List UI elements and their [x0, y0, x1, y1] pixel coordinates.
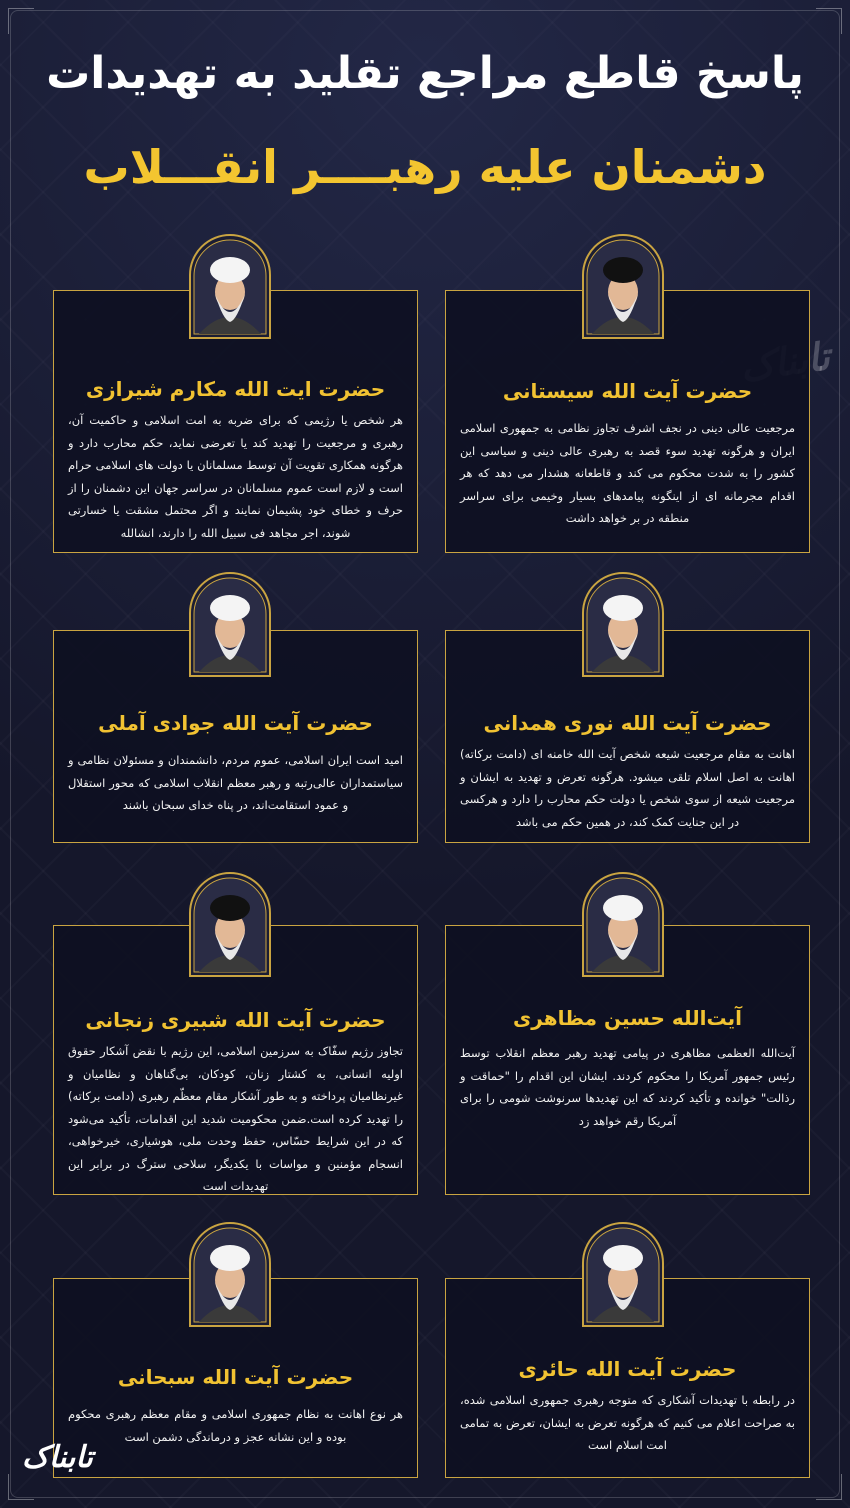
- page-title: پاسخ قاطع مراجع تقلید به تهدیدات: [46, 48, 804, 99]
- cleric-statement: اهانت به مقام مرجعیت شیعه شخص آیت الله خامنه ای (دامت برکاته) اهانت به اصل اسلام تلقی میشود. هرگونه تعرض و تهدید به ایشان و مرجعیت شیعه از سوی شخص یا دولت حکم محارب را دارد و هرکسی در این جنایت کمک کند، در همین حکم می باشد: [460, 747, 795, 829]
- cleric-name: آیت‌الله حسین مظاهری: [512, 1006, 743, 1030]
- frame-corner: [8, 1474, 34, 1500]
- page-subtitle: دشمنان علیه رهبــــر انقـــلاب: [83, 140, 767, 194]
- frame-corner: [816, 1474, 842, 1500]
- cleric-name: حضرت آیت الله نوری همدانی: [483, 711, 772, 735]
- cleric-statement: مرجعیت عالی دینی در نجف اشرف تجاوز نظامی به جمهوری اسلامی ایران و هرگونه تهدید سوء قصد به رهبری عالی دینی و سیاسی این کشور را به شدت محکوم می کند و قاطعانه هشدار می دهد که هر اقدام مجرمانه ای از اینگونه پیامدهای بسیار وخیمی برای سراسر منطقه در بر خواهد داشت: [460, 421, 795, 525]
- cleric-statement: امید است ایران اسلامی، عموم مردم، دانشمندان و مسئولان نظامی و سیاستمداران عالی‌رتبه و رهبر معظم انقلاب اسلامی که محور استقلال و عمود استقامت‌اند، در پناه خدای سبحان باشند: [68, 753, 403, 812]
- cleric-statement: در رابطه با تهدیدات آشکاری که متوجه رهبری جمهوری اسلامی شده، به صراحت اعلام می کنیم که هرگونه تعرض به ایشان، تعرض به تمامی امت اسلام است: [460, 1393, 795, 1452]
- cleric-name: حضرت ایت الله مکارم شیرازی: [85, 377, 386, 401]
- cleric-name: حضرت آیت الله سیستانی: [502, 379, 753, 403]
- cleric-name: حضرت آیت الله سبحانی: [117, 1365, 354, 1389]
- cleric-statement: تجاوز رژیم سفّاک به سرزمین اسلامی، این رژیم با نقض آشکار حقوق اولیه انسانی، به کشتار زنان، کودکان، بی‌گناهان و نظامیان و غیرنظامیان پرداخته و به طور آشکار مقام معظّم رهبری (دامت برکاته) را تهدید کرده است.ضمن محکومیت شدید این اقدامات، تأکید می‌شود که در این شرایط حسّاس، حفظ وحدت ملی، هوشیاری، خیرخواهی، انسجام مؤمنین و مواسات با یکدیگر، سلاحی سترگ در برابر این تهدیدات است: [68, 1044, 403, 1193]
- frame-corner: [8, 8, 34, 34]
- frame-corner: [816, 8, 842, 34]
- portrait-makarem: [185, 230, 275, 340]
- cleric-statement: هر نوع اهانت به نظام جمهوری اسلامی و مقام معظم رهبری محکوم بوده و این نشانه عجز و درماندگی دشمن است: [68, 1407, 403, 1444]
- portrait-javadi: [185, 568, 275, 678]
- cleric-name: حضرت آیت الله حائری: [518, 1357, 737, 1381]
- portrait-nouri: [578, 568, 668, 678]
- portrait-haeri: [578, 1218, 668, 1328]
- cleric-statement: آیت‌الله العظمی مظاهری در پیامی تهدید رهبر معظم انقلاب توسط رئیس جمهور آمریکا را محکوم کردند. ایشان این اقدام را "حماقت و رذالت" خوانده و تأکید کردند که این تهدیدها سرنوشت شومی را برای آمریکا رقم خواهد زد: [460, 1046, 795, 1128]
- portrait-mazaheri: [578, 868, 668, 978]
- portrait-sobhani: [185, 1218, 275, 1328]
- portrait-shobeiri: [185, 868, 275, 978]
- portrait-sistani: [578, 230, 668, 340]
- cleric-name: حضرت آیت الله شبیری زنجانی: [85, 1008, 386, 1032]
- cleric-name: حضرت آیت الله جوادی آملی: [98, 711, 373, 735]
- brand-logo: تابناک: [22, 1440, 93, 1475]
- cleric-statement: هر شخص یا رژیمی که برای ضربه به امت اسلامی و حاکمیت آن، رهبری و مرجعیت را تهدید کند یا تعرضی نماید، حکم محارب دارد و هرگونه همکاری تقویت آن توسط مسلمانان یا دولت های اسلامی حرام است و لازم است عموم مسلمانان در سراسر جهان این دشمنان را از حرف و خطای خود پشیمان نمایند و اگر محتمل مشقت یا خسارتی شوند، اجر مجاهد فی سبیل الله را دارند، انشالله: [68, 413, 403, 540]
